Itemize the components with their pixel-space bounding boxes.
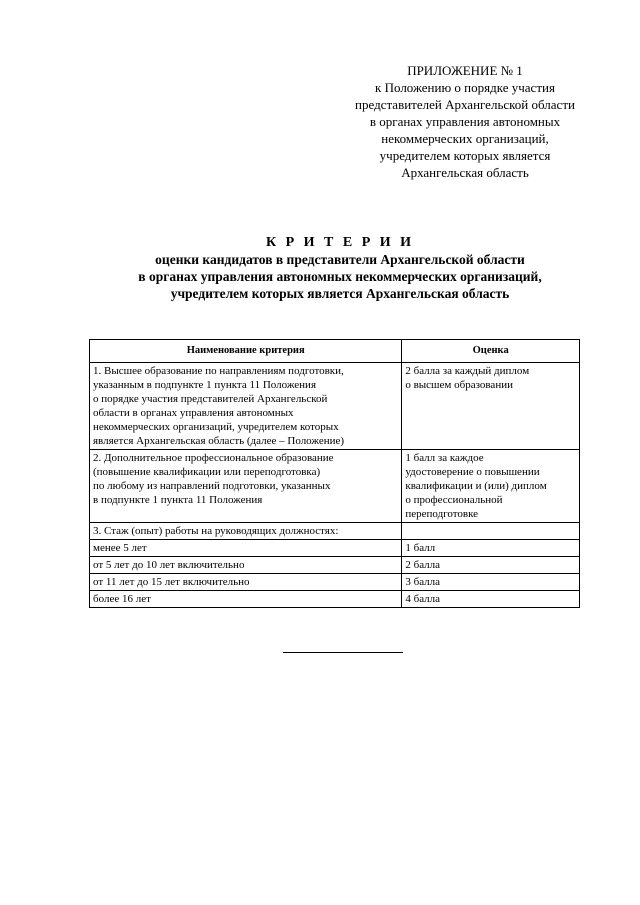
- criterion-line: 2. Дополнительное профессиональное образование: [93, 452, 334, 464]
- appendix-title: ПРИЛОЖЕНИЕ № 1: [407, 63, 523, 78]
- score-line: переподготовке: [405, 508, 479, 520]
- header-criterion: Наименование критерия: [90, 340, 402, 363]
- appendix-line: представителей Архангельской области: [355, 97, 575, 112]
- criterion-line: некоммерческих организаций, учредителем которых: [93, 421, 339, 433]
- criterion-line: указанным в подпункте 1 пункта 11 Положения: [93, 379, 317, 391]
- score-line: о профессиональной: [405, 494, 503, 506]
- heading-line: учредителем которых является Архангельская область: [170, 286, 510, 301]
- appendix-line: в органах управления автономных: [369, 114, 561, 129]
- score-cell: [402, 523, 580, 540]
- closing-rule: [283, 652, 403, 653]
- criterion-cell: менее 5 лет: [90, 540, 402, 557]
- criterion-line: 1. Высшее образование по направлениям подготовки,: [93, 365, 344, 377]
- criterion-line: (повышение квалификации или переподготовка): [93, 466, 321, 478]
- score-line: удостоверение о повышении: [405, 466, 540, 478]
- score-cell: 4 балла: [402, 591, 580, 608]
- heading-line: оценки кандидатов в представители Архангельской области: [155, 252, 525, 267]
- table-row: [90, 591, 580, 608]
- score-line: 2 балла за каждый диплом: [405, 365, 530, 377]
- criterion-cell: от 11 лет до 15 лет включительно: [90, 574, 402, 591]
- score-line: квалификации и (или) диплом: [405, 480, 547, 492]
- table-row: [90, 363, 580, 450]
- table-header-row: [90, 340, 580, 363]
- criterion-line: по любому из направлений подготовки, указанных: [93, 480, 331, 492]
- criterion-cell: [90, 523, 402, 540]
- score-cell: [402, 363, 580, 450]
- appendix-block: [330, 62, 600, 181]
- criterion-line: 3. Стаж (опыт) работы на руководящих должностях:: [93, 525, 339, 537]
- heading-line: в органах управления автономных некоммерческих организаций,: [138, 269, 542, 284]
- score-cell: 1 балл: [402, 540, 580, 557]
- criterion-cell: более 16 лет: [90, 591, 402, 608]
- appendix-line: некоммерческих организаций,: [381, 131, 549, 146]
- table-row: [90, 557, 580, 574]
- criterion-line: в подпункте 1 пункта 11 Положения: [93, 494, 263, 506]
- criterion-cell: [90, 363, 402, 450]
- heading-title: К Р И Т Е Р И И: [265, 235, 415, 250]
- score-cell: 3 балла: [402, 574, 580, 591]
- table-row: [90, 540, 580, 557]
- table-row: [90, 523, 580, 540]
- criterion-cell: [90, 450, 402, 523]
- score-line: [405, 524, 576, 538]
- criterion-line: области в органах управления автономных: [93, 407, 294, 419]
- score-line: о высшем образовании: [405, 379, 513, 391]
- score-line: 1 балл за каждое: [405, 452, 484, 464]
- appendix-line: учредителем которых является: [379, 148, 551, 163]
- appendix-line: Архангельская область: [401, 165, 529, 180]
- header-score: Оценка: [402, 340, 580, 363]
- table-row: [90, 450, 580, 523]
- score-cell: 2 балла: [402, 557, 580, 574]
- appendix-line: к Положению о порядке участия: [375, 80, 555, 95]
- score-cell: [402, 450, 580, 523]
- criterion-cell: от 5 лет до 10 лет включительно: [90, 557, 402, 574]
- document-heading: [60, 234, 620, 302]
- criterion-line: является Архангельская область (далее – Положение): [93, 435, 345, 447]
- criterion-line: о порядке участия представителей Архангельской: [93, 393, 328, 405]
- criteria-table: [89, 339, 580, 608]
- table-row: [90, 574, 580, 591]
